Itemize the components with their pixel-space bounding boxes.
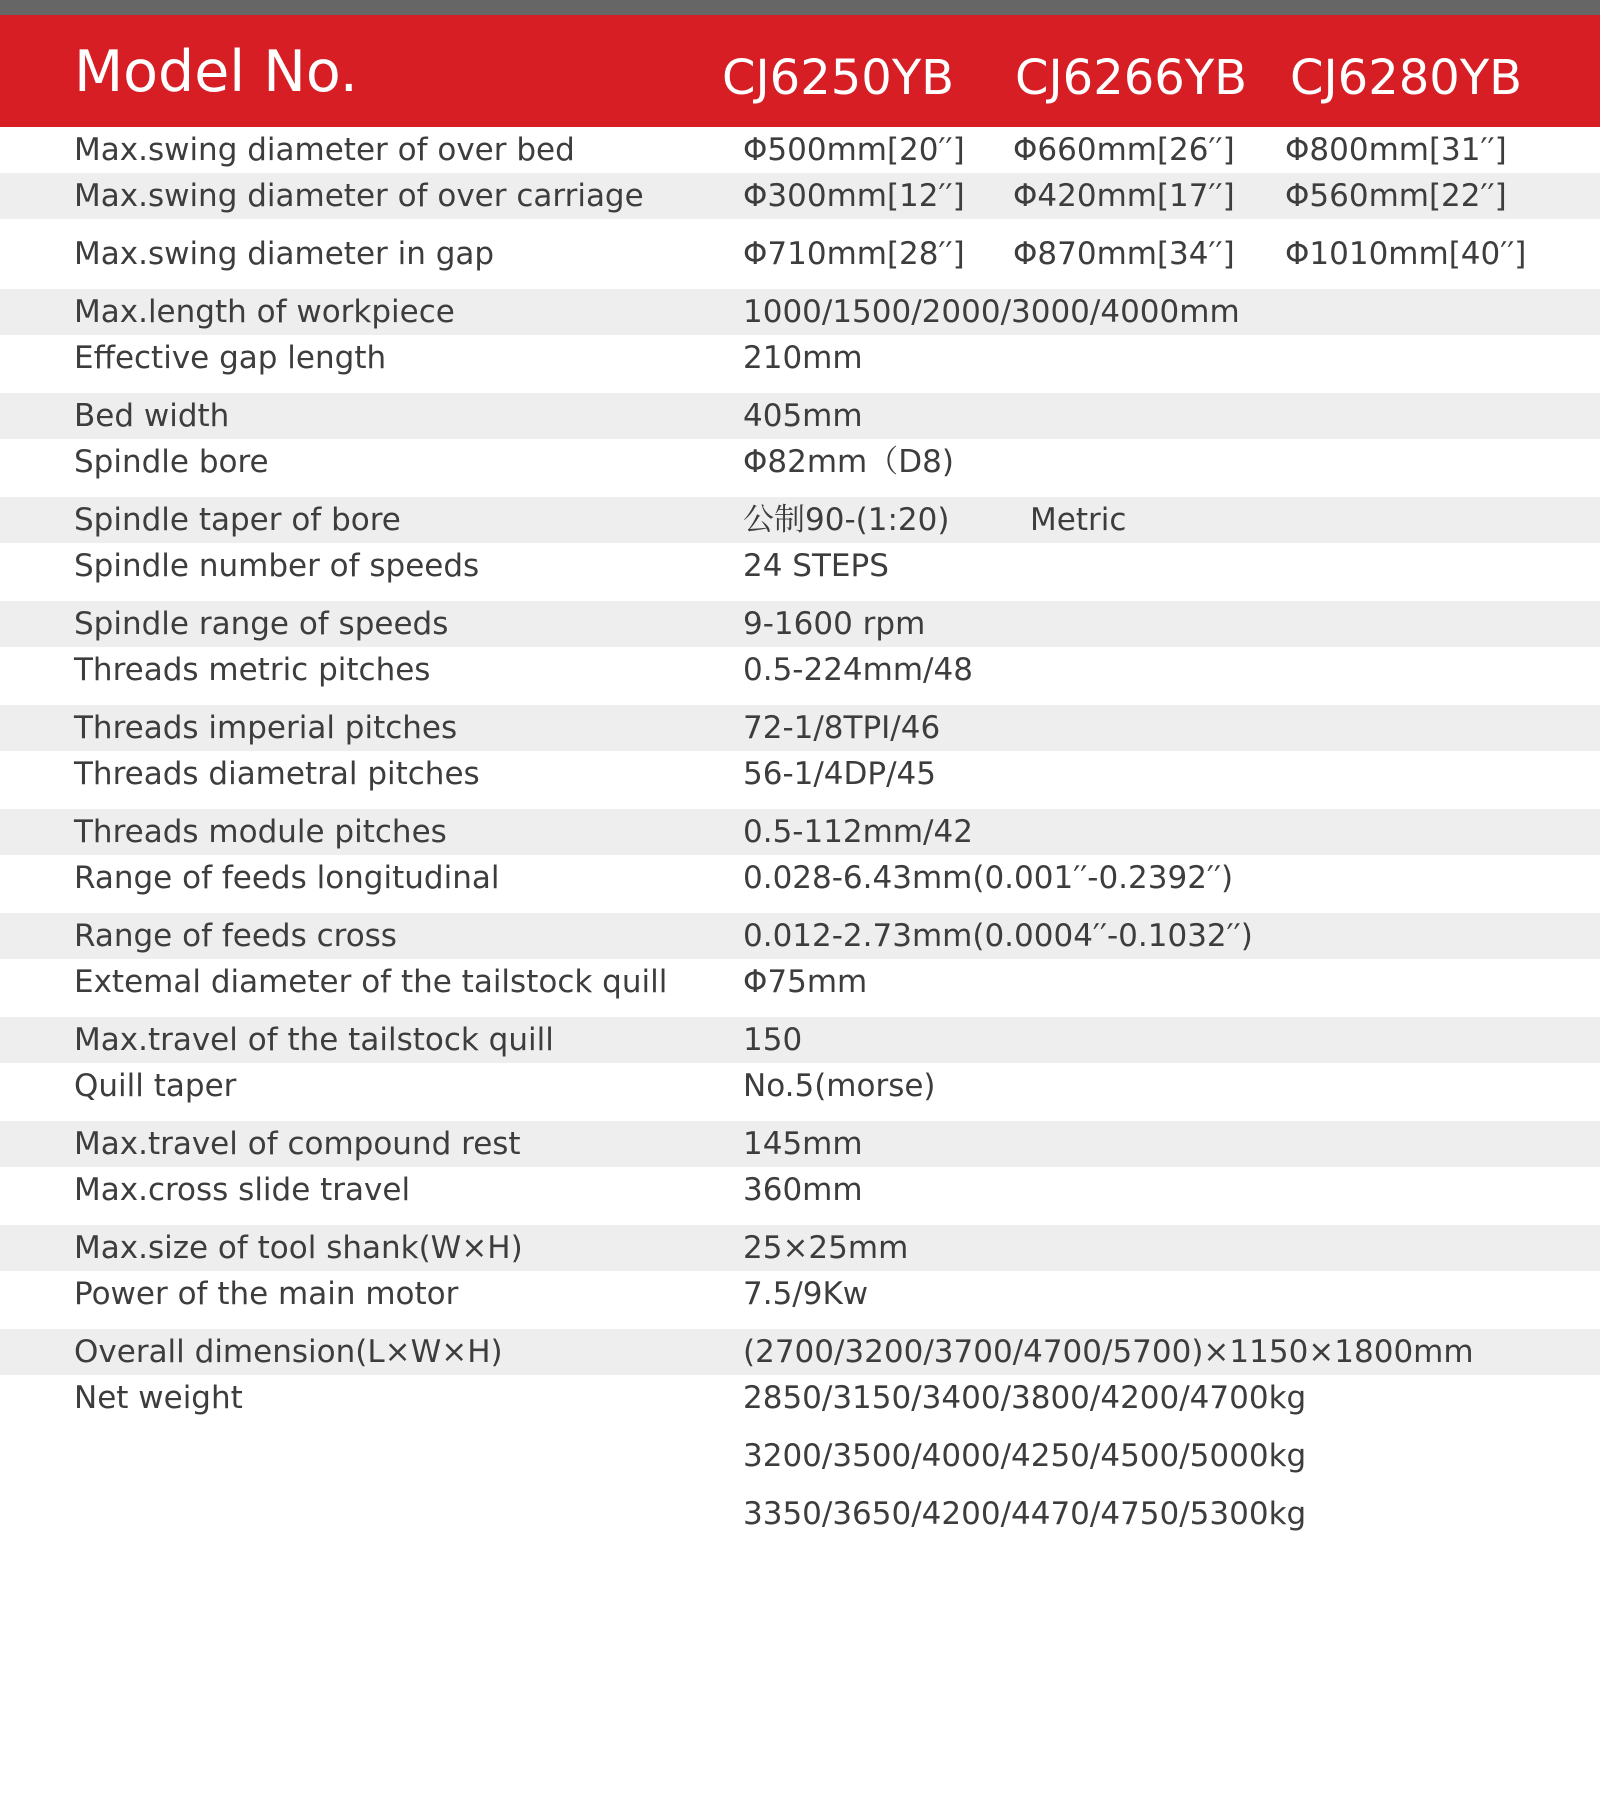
spec-label: Max.length of workpiece xyxy=(74,294,455,330)
spec-label: Bed width xyxy=(74,398,230,434)
table-row xyxy=(0,1329,1600,1375)
spec-value-model-3: Φ800mm[31′′] xyxy=(1285,132,1507,168)
table-row xyxy=(0,1433,1600,1479)
table-row xyxy=(0,497,1600,543)
spec-value: 56-1/4DP/45 xyxy=(743,756,936,792)
spec-value-note: Metric xyxy=(1030,502,1127,538)
spec-value: 7.5/9Kw xyxy=(743,1276,869,1312)
spec-label: Max.travel of the tailstock quill xyxy=(74,1022,554,1058)
table-row xyxy=(0,439,1600,485)
spec-value: 0.5-224mm/48 xyxy=(743,652,973,688)
table-row xyxy=(0,1063,1600,1109)
header-bar xyxy=(0,15,1600,127)
spec-label: Max.travel of compound rest xyxy=(74,1126,521,1162)
spec-value-model-3: Φ560mm[22′′] xyxy=(1285,178,1507,214)
spec-value: 1000/1500/2000/3000/4000mm xyxy=(743,294,1240,330)
spec-value-model-1: Φ710mm[28′′] xyxy=(743,236,965,272)
model-name-cj6266yb: CJ6266YB xyxy=(1015,50,1248,106)
table-row xyxy=(0,855,1600,901)
spec-label: Threads module pitches xyxy=(74,814,447,850)
table-row xyxy=(0,1271,1600,1317)
spec-value: (2700/3200/3700/4700/5700)×1150×1800mm xyxy=(743,1334,1474,1370)
spec-label: Power of the main motor xyxy=(74,1276,459,1312)
table-row xyxy=(0,335,1600,381)
spec-value: 25×25mm xyxy=(743,1230,909,1266)
spec-label: Overall dimension(L×W×H) xyxy=(74,1334,503,1370)
spec-value-model-1: Φ300mm[12′′] xyxy=(743,178,965,214)
spec-value: 0.5-112mm/42 xyxy=(743,814,973,850)
table-row xyxy=(0,1491,1600,1537)
spec-label: Max.swing diameter of over bed xyxy=(74,132,575,168)
spec-value: 24 STEPS xyxy=(743,548,889,584)
spec-value: 145mm xyxy=(743,1126,863,1162)
spec-value: 72-1/8TPI/46 xyxy=(743,710,941,746)
spec-label: Threads imperial pitches xyxy=(74,710,458,746)
spec-value: 3200/3500/4000/4250/4500/5000kg xyxy=(743,1438,1307,1474)
spec-label: Max.swing diameter in gap xyxy=(74,236,495,272)
spec-label: Max.size of tool shank(W×H) xyxy=(74,1230,523,1266)
table-row xyxy=(0,173,1600,219)
model-name-cj6250yb: CJ6250YB xyxy=(722,50,955,106)
table-row xyxy=(0,809,1600,855)
top-bar xyxy=(0,0,1600,15)
spec-value: 150 xyxy=(743,1022,803,1058)
table-row xyxy=(0,913,1600,959)
spec-value: 0.028-6.43mm(0.001′′-0.2392′′) xyxy=(743,860,1234,896)
table-row xyxy=(0,393,1600,439)
spec-value-model-1: Φ500mm[20′′] xyxy=(743,132,965,168)
spec-value-model-2: Φ420mm[17′′] xyxy=(1013,178,1235,214)
table-row xyxy=(0,543,1600,589)
spec-label: Spindle bore xyxy=(74,444,269,480)
spec-label: Range of feeds cross xyxy=(74,918,397,954)
spec-value: Φ75mm xyxy=(743,964,868,1000)
table-row xyxy=(0,289,1600,335)
spec-value: 2850/3150/3400/3800/4200/4700kg xyxy=(743,1380,1307,1416)
spec-value: 210mm xyxy=(743,340,863,376)
spec-value: Φ82mm（D8) xyxy=(743,444,954,480)
table-row xyxy=(0,601,1600,647)
spec-label: Spindle range of speeds xyxy=(74,606,449,642)
model-name-cj6280yb: CJ6280YB xyxy=(1290,50,1523,106)
spec-label: Net weight xyxy=(74,1380,243,1416)
table-row xyxy=(0,1121,1600,1167)
spec-label: Range of feeds longitudinal xyxy=(74,860,500,896)
spec-label: Quill taper xyxy=(74,1068,237,1104)
spec-value: 0.012-2.73mm(0.0004′′-0.1032′′) xyxy=(743,918,1253,954)
table-row xyxy=(0,231,1600,277)
table-row xyxy=(0,127,1600,173)
spec-value: 405mm xyxy=(743,398,863,434)
table-row xyxy=(0,1167,1600,1213)
spec-label: Max.swing diameter of over carriage xyxy=(74,178,644,214)
spec-value-model-2: Φ660mm[26′′] xyxy=(1013,132,1235,168)
table-row xyxy=(0,1225,1600,1271)
spec-label: Threads metric pitches xyxy=(74,652,431,688)
table-row xyxy=(0,959,1600,1005)
table-row xyxy=(0,705,1600,751)
table-row xyxy=(0,751,1600,797)
spec-value-model-2: Φ870mm[34′′] xyxy=(1013,236,1235,272)
spec-value-model-3: Φ1010mm[40′′] xyxy=(1285,236,1527,272)
spec-label: Spindle number of speeds xyxy=(74,548,480,584)
spec-value: 360mm xyxy=(743,1172,863,1208)
spec-label: Threads diametral pitches xyxy=(74,756,480,792)
spec-value: 公制90-(1:20) xyxy=(743,502,950,538)
spec-value: No.5(morse) xyxy=(743,1068,936,1104)
spec-label: Effective gap length xyxy=(74,340,387,376)
spec-label: Extemal diameter of the tailstock quill xyxy=(74,964,668,1000)
table-row xyxy=(0,1375,1600,1421)
spec-value: 3350/3650/4200/4470/4750/5300kg xyxy=(743,1496,1307,1532)
spec-label: Max.cross slide travel xyxy=(74,1172,411,1208)
spec-label: Spindle taper of bore xyxy=(74,502,401,538)
spec-value: 9-1600 rpm xyxy=(743,606,926,642)
table-row xyxy=(0,1017,1600,1063)
header-title: Model No. xyxy=(74,39,358,105)
table-row xyxy=(0,647,1600,693)
